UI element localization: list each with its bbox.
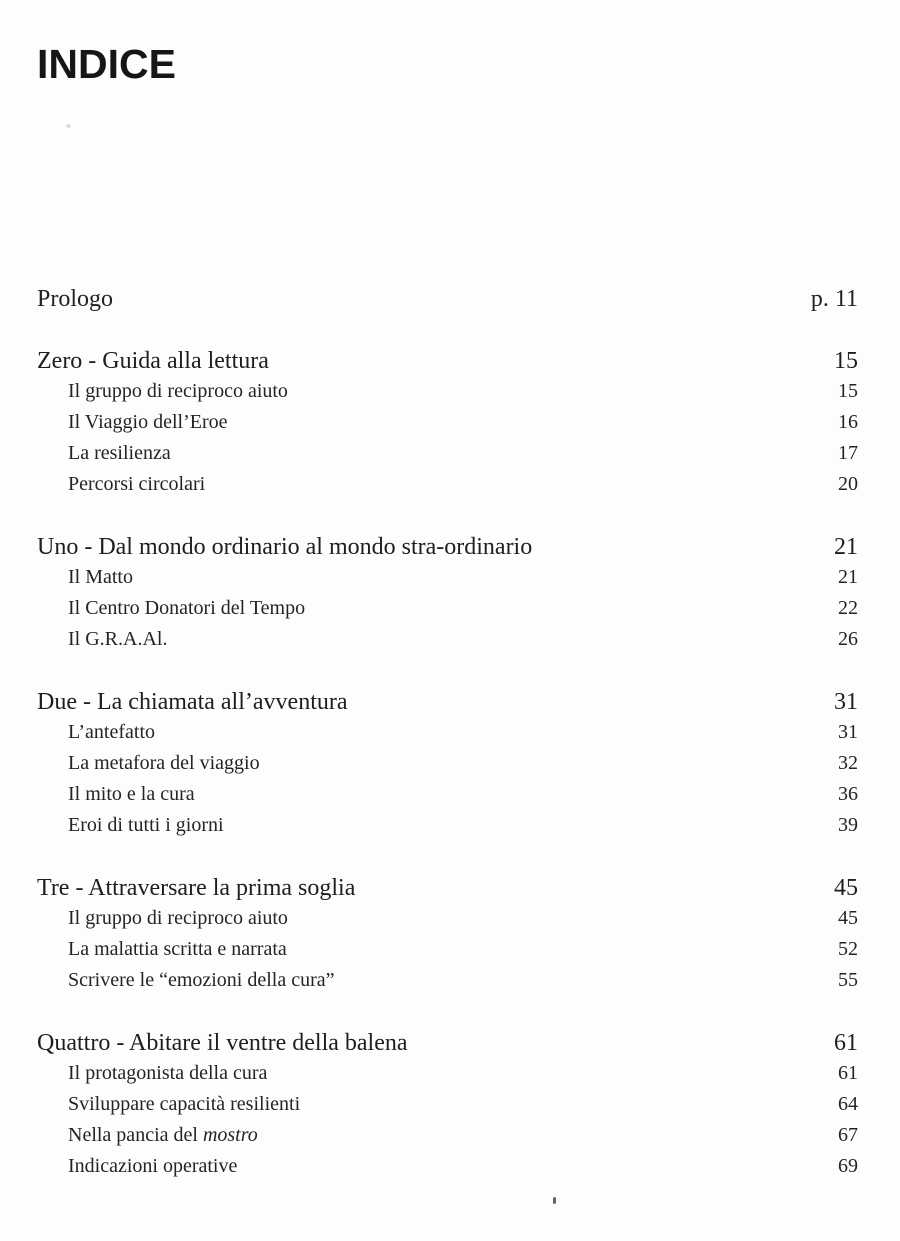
subitem-row xyxy=(37,562,858,593)
subitem-page-number: 64 xyxy=(838,1093,858,1115)
subitem-row xyxy=(37,934,858,965)
scan-artifact xyxy=(553,1197,556,1204)
chapter-title: Tre - Attraversare la prima soglia xyxy=(37,875,356,901)
subitem-title: Il Centro Donatori del Tempo xyxy=(68,597,306,619)
page-title: INDICE xyxy=(37,41,176,87)
subitem-row xyxy=(37,624,858,655)
subitem-title: Il protagonista della cura xyxy=(68,1062,268,1084)
subitem-page-number: 39 xyxy=(838,814,858,836)
chapter-row xyxy=(37,1028,858,1058)
subitem-title: Indicazioni operative xyxy=(68,1155,238,1177)
subitem-title: Il gruppo di reciproco aiuto xyxy=(68,380,288,402)
subitem-title: Eroi di tutti i giorni xyxy=(68,814,224,836)
toc-section xyxy=(37,532,858,655)
subitem-title: Il mito e la cura xyxy=(68,783,195,805)
subitem-page-number: 45 xyxy=(838,907,858,929)
subitem-title: Nella pancia del mostro xyxy=(68,1124,258,1146)
subitem-page-number: 31 xyxy=(838,721,858,743)
subitem-page-number: 16 xyxy=(838,411,858,433)
toc-section xyxy=(37,687,858,841)
subitem-row xyxy=(37,1151,858,1182)
subitem-page-number: 20 xyxy=(838,473,858,495)
prologue-row xyxy=(37,284,858,314)
subitem-row xyxy=(37,1120,858,1151)
subitem-page-number: 15 xyxy=(838,380,858,402)
chapter-title: Due - La chiamata all’avventura xyxy=(37,689,348,715)
subitem-title: Il gruppo di reciproco aiuto xyxy=(68,907,288,929)
toc-section xyxy=(37,346,858,500)
subitem-page-number: 67 xyxy=(838,1124,858,1146)
subitem-title: La malattia scritta e narrata xyxy=(68,938,287,960)
subitem-title: L’antefatto xyxy=(68,721,156,743)
chapter-title: Quattro - Abitare il ventre della balena xyxy=(37,1030,408,1056)
subitem-page-number: 61 xyxy=(838,1062,858,1084)
subitem-page-number: 55 xyxy=(838,969,858,991)
chapter-title: Zero - Guida alla lettura xyxy=(37,348,269,374)
subitem-page-number: 32 xyxy=(838,752,858,774)
subitem-title: Sviluppare capacità resilienti xyxy=(68,1093,301,1115)
subitem-row xyxy=(37,376,858,407)
chapter-row xyxy=(37,532,858,562)
chapter-page-number: 45 xyxy=(834,875,858,901)
subitem-row xyxy=(37,407,858,438)
subitem-row xyxy=(37,903,858,934)
chapter-page-number: 15 xyxy=(834,348,858,374)
subitem-row xyxy=(37,593,858,624)
chapter-row xyxy=(37,873,858,903)
subitem-row xyxy=(37,779,858,810)
toc-section xyxy=(37,1028,858,1182)
subitem-page-number: 52 xyxy=(838,938,858,960)
subitem-row xyxy=(37,438,858,469)
chapter-page-number: 31 xyxy=(834,689,858,715)
scan-artifact xyxy=(66,124,71,128)
italic-term: mostro xyxy=(202,1124,258,1146)
prologue-label: Prologo xyxy=(37,286,114,312)
chapter-page-number: 61 xyxy=(834,1030,858,1056)
subitem-page-number: 26 xyxy=(838,628,858,650)
subitem-page-number: 21 xyxy=(838,566,858,588)
chapter-row xyxy=(37,687,858,717)
subitem-title: La metafora del viaggio xyxy=(68,752,260,774)
chapter-row xyxy=(37,346,858,376)
subitem-title: Il G.R.A.Al. xyxy=(68,628,168,650)
subitem-title: La resilienza xyxy=(68,442,171,464)
chapter-title: Uno - Dal mondo ordinario al mondo stra-ordinario xyxy=(37,534,533,560)
subitem-title: Il Matto xyxy=(68,566,133,588)
toc-sections xyxy=(37,346,858,1182)
subitem-row xyxy=(37,717,858,748)
prologue-page-number: p. 11 xyxy=(810,286,858,312)
subitem-title: Percorsi circolari xyxy=(68,473,206,495)
subitem-title: Il Viaggio dell’Eroe xyxy=(68,411,228,433)
subitem-row xyxy=(37,965,858,996)
subitem-row xyxy=(37,469,858,500)
subitem-page-number: 22 xyxy=(838,597,858,619)
subitem-row xyxy=(37,1089,858,1120)
subitem-row xyxy=(37,1058,858,1089)
subitem-page-number: 17 xyxy=(838,442,858,464)
toc-section xyxy=(37,873,858,996)
subitem-row xyxy=(37,810,858,841)
subitem-title: Scrivere le “emozioni della cura” xyxy=(68,969,335,991)
chapter-page-number: 21 xyxy=(834,534,858,560)
subitem-row xyxy=(37,748,858,779)
subitem-page-number: 69 xyxy=(838,1155,858,1177)
subitem-page-number: 36 xyxy=(838,783,858,805)
